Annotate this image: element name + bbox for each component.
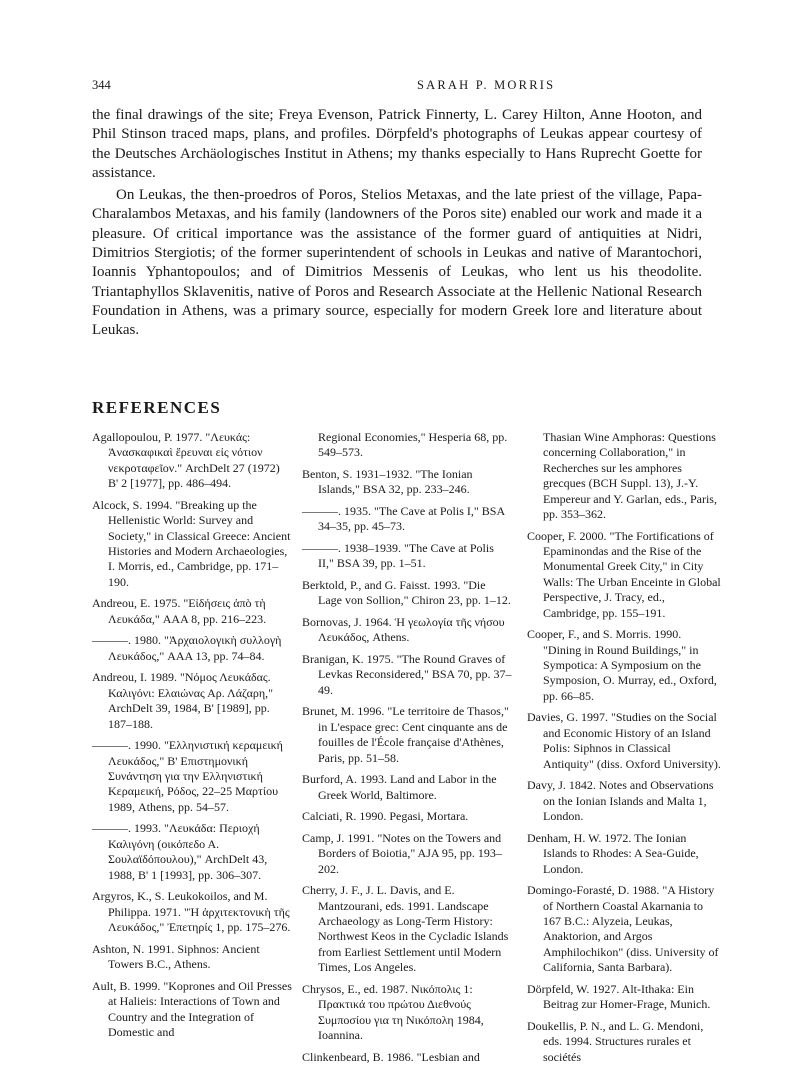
reference-entry: Regional Economies," Hesperia 68, pp. 549–573. [318,430,508,460]
reference-entry: Davies, G. 1997. "Studies on the Social and Economic History of an Island Polis: Siphnos in Classical Antiquity" (diss. Oxford University). [527,710,721,771]
reference-entry: Clinkenbeard, B. 1986. "Lesbian and [302,1049,480,1064]
reference-entry: Andreou, E. 1975. "Εἰδήσεις ἀπὸ τὴ Λευκάδα," AAA 8, pp. 216–223. [92,596,267,626]
references-column-3 [527,430,722,1071]
reference-entry: Brunet, M. 1996. "Le territoire de Thasos," in L'espace grec: Cent cinquante ans de fouilles de l'École française d'Athènes, Paris, pp. 51–58. [302,704,509,765]
references-heading: REFERENCES [92,398,222,417]
reference-entry: ———. 1993. "Λευκάδα: Περιοχή Καλιγόνη (οικόπεδο Α. Σουλαϊδόπουλου)," ArchDelt 43, 1988, Β' 1 [1993], pp. 306–307. [92,821,268,882]
reference-entry: Denham, H. W. 1972. The Ionian Islands to Rhodes: A Sea-Guide, London. [527,830,699,876]
reference-entry: ———. 1938–1939. "The Cave at Polis II," BSA 39, pp. 1–51. [302,541,494,571]
reference-entry: Ault, B. 1999. "Koprones and Oil Presses at Halieis: Interactions of Town and Country and the Integration of Domestic and [92,978,292,1039]
acknowledgments-text [92,106,702,341]
reference-entry: Agallopoulou, P. 1977. "Λευκάς: Ἀνασκαφικαὶ ἔρευναι εἰς νότιον νεκροταφεῖον." ArchDelt 27 (1972) Β' 2 [1977], pp. 486–494. [92,430,280,491]
reference-entry: Doukellis, P. N., and L. G. Mendoni, eds. 1994. Structures rurales et sociétés [527,1018,704,1064]
reference-entry: Camp, J. 1991. "Notes on the Towers and Borders of Boiotia," AJA 95, pp. 193–202. [302,830,502,876]
running-head: SARAH P. MORRIS [417,78,556,92]
reference-entry: Domingo-Forasté, D. 1988. "A History of Northern Coastal Akarnania to 167 B.C.: Alyzeia, Leukas, Anaktorion, and Argos Amphilochikon" (diss. University of California, Santa Barbara). [527,883,719,975]
references-column-1 [92,430,292,1047]
reference-entry: Andreou, I. 1989. "Νόμος Λευκάδας. Καλιγόνι: Ελαιώνας Αρ. Λάζαρη," ArchDelt 39, 1984, Β' [1989], pp. 187–188. [92,670,274,731]
reference-entry: Cooper, F., and S. Morris. 1990. "Dining in Round Buildings," in Sympotica: A Symposium on the Symposion, O. Murray, ed., Oxford, pp. 66–85. [527,627,717,703]
reference-entry: Cherry, J. F., J. L. Davis, and E. Mantzourani, eds. 1991. Landscape Archaeology as Long-Term History: Northwest Keos in the Cycladic Islands from Earliest Settlement until Modern Times, Los Angeles. [302,883,509,975]
reference-entry: Benton, S. 1931–1932. "The Ionian Islands," BSA 32, pp. 233–246. [302,467,473,497]
reference-entry: Thasian Wine Amphoras: Questions concerning Collaboration," in Recherches sur les amphores grecques (BCH Suppl. 13), J.-Y. Empereur and Y. Garlan, eds., Paris, pp. 353–362. [543,430,717,522]
reference-entry: Calciati, R. 1990. Pegasi, Mortara. [302,809,469,824]
reference-entry: Chrysos, E., ed. 1987. Νικόπολις 1: Πρακτικά του πρώτου Διεθνούς Συμποσίου για τη Νικόπολη 1984, Ioannina. [302,981,484,1043]
reference-entry: Argyros, K., S. Leukokoilos, and M. Philippa. 1971. "Ἡ ἀρχιτεκτονικὴ τῆς Λευκάδος," Ἐπετηρίς 1, pp. 175–276. [92,889,291,935]
reference-entry: Dörpfeld, W. 1927. Alt-Ithaka: Ein Beitrag zur Homer-Frage, Munich. [527,981,711,1012]
reference-entry: ———. 1935. "The Cave at Polis I," BSA 34–35, pp. 45–73. [302,504,505,534]
reference-entry: ———. 1990. "Ελληνιστική κεραμεική Λευκάδος," Β' Επιστημονική Συνάντηση για την Ελληνιστική Κεραμεική, Ρόδος, 22–25 Μαρτίου 1989, Athens, pp. 54–57. [92,738,283,814]
page-number: 344 [92,78,111,92]
reference-entry: Cooper, F. 2000. "The Fortifications of Epaminondas and the Rise of the Monumental Greek City," in City Walls: The Urban Enceinte in Global Perspective, J. Tracy, ed., Cambridge, pp. 155–191. [527,528,721,620]
reference-entry: Burford, A. 1993. Land and Labor in the Greek World, Baltimore. [302,772,497,802]
paragraph: the final drawings of the site; Freya Evenson, Patrick Finnerty, L. Carey Hilton, Anne Hooton, and Phil Stinson traced maps, plans, and profiles. Dörpfeld's photographs of Leukas appear courtesy of the Deutsches Archäologisches Institut in Athens; my thanks especially to Hans Ruprecht Goette for assistance. [92,107,702,181]
reference-entry: Ashton, N. 1991. Siphnos: Ancient Towers B.C., Athens. [92,941,260,972]
reference-entry: Berktold, P., and G. Faisst. 1993. "Die Lage von Sollion," Chiron 23, pp. 1–12. [302,578,511,608]
reference-entry: ———. 1980. "Ἀρχαιολογικὴ συλλογὴ Λευκάδος," AAA 13, pp. 74–84. [92,633,282,663]
references-column-2 [302,430,512,1071]
reference-entry: Branigan, K. 1975. "The Round Graves of Levkas Reconsidered," BSA 70, pp. 37–49. [302,652,512,697]
paragraph: On Leukas, the then-proedros of Poros, Stelios Metaxas, and the late priest of the village, Papa-Charalambos Metaxas, and his family (landowners of the Poros site) enabled our work and made it a pleasure. Of critical importance was the assistance of the former guard of antiquities at Nidri, Dimitrios Stergiotis; of the former superintendent of schools in Leukas and native of Marantochori, Ioannis Yphantopoulos; and of Dimitrios Messenis of Leukas, who lent us his theodolite. Triantaphyllos Sklavenitis, native of Poros and Research Associate at the Hellenic National Research Foundation in Athens, was a primary source, especially for modern Greek lore and literature about Leukas. [92,187,702,339]
reference-entry: Davy, J. 1842. Notes and Observations on the Ionian Islands and Malta 1, London. [527,778,714,824]
reference-entry: Bornovas, J. 1964. Ἡ γεωλογία τῆς νήσου Λευκάδος, Athens. [302,615,505,645]
reference-entry: Alcock, S. 1994. "Breaking up the Hellenistic World: Survey and Society," in Classical Greece: Ancient Histories and Modern Archaeologies, I. Morris, ed., Cambridge, pp. 171–190. [92,497,291,589]
page-header [92,78,702,98]
